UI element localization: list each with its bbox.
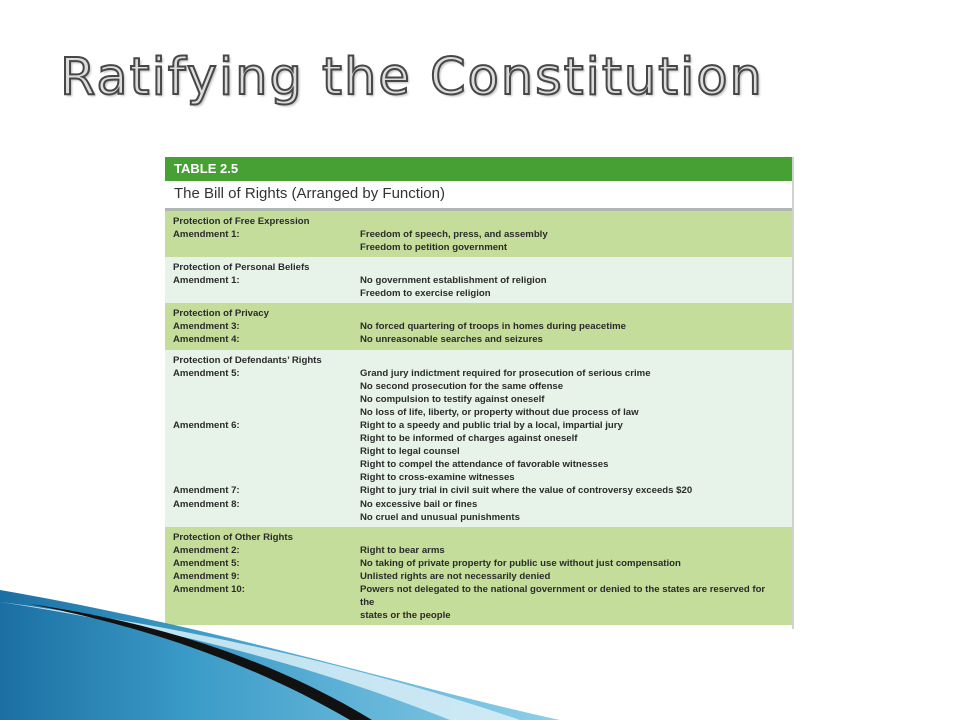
- table-row: [173, 274, 792, 287]
- table-row: [173, 458, 792, 471]
- table-section: [165, 350, 792, 527]
- right-cell: Right to be informed of charges against oneself: [360, 433, 578, 445]
- decorative-swoosh: [0, 590, 960, 720]
- amendment-cell: Amendment 6:: [173, 419, 240, 431]
- amendment-cell: Amendment 4:: [173, 334, 240, 346]
- right-cell: states or the people: [360, 610, 451, 622]
- right-cell: Right to legal counsel: [360, 446, 460, 458]
- table-row: [173, 406, 792, 419]
- table-row: [173, 511, 792, 524]
- right-cell: No loss of life, liberty, or property without due process of law: [360, 406, 639, 418]
- table-row: [173, 484, 792, 497]
- right-cell: Unlisted rights are not necessarily denied: [360, 570, 551, 582]
- table-row: [173, 367, 792, 380]
- amendment-cell: Amendment 1:: [173, 275, 240, 287]
- table-row: [173, 498, 792, 511]
- right-cell: No excessive bail or fines: [360, 498, 478, 510]
- right-cell: No government establishment of religion: [360, 275, 547, 287]
- right-cell: Grand jury indictment required for prosecution of serious crime: [360, 367, 651, 379]
- right-cell: No cruel and unusual punishments: [360, 511, 520, 523]
- table-row: [173, 445, 792, 458]
- amendment-cell: Amendment 9:: [173, 570, 240, 582]
- table-row: [173, 432, 792, 445]
- right-cell: Freedom to petition government: [360, 242, 508, 254]
- table-section: [165, 211, 792, 257]
- section-heading: Protection of Defendants’ Rights: [173, 354, 322, 366]
- table-section: [165, 303, 792, 349]
- amendment-cell: Amendment 7:: [173, 485, 240, 497]
- table-row: [173, 333, 792, 346]
- right-cell: No compulsion to testify against oneself: [360, 393, 545, 405]
- right-cell: Powers not delegated to the national government or denied to the states are reserved for the: [360, 583, 766, 609]
- table-row: [173, 320, 792, 333]
- amendment-cell: [173, 511, 360, 524]
- amendment-cell: [173, 287, 360, 300]
- right-cell: Right to a speedy and public trial by a local, impartial jury: [360, 419, 623, 431]
- table-row: [173, 287, 792, 300]
- table-row: [173, 471, 792, 484]
- bill-of-rights-table: [165, 157, 794, 629]
- amendment-cell: [173, 406, 360, 419]
- amendment-cell: Amendment 5:: [173, 557, 240, 569]
- amendment-cell: [173, 445, 360, 458]
- table-row: [173, 544, 792, 557]
- right-cell: Right to compel the attendance of favorable witnesses: [360, 459, 609, 471]
- table-caption: The Bill of Rights (Arranged by Function): [165, 181, 792, 211]
- table-row: [173, 419, 792, 432]
- amendment-cell: [173, 393, 360, 406]
- amendment-cell: [173, 241, 360, 254]
- section-heading: Protection of Other Rights: [173, 531, 293, 543]
- right-cell: Right to bear arms: [360, 544, 445, 556]
- table-body: [165, 211, 792, 625]
- table-row: [173, 241, 792, 254]
- right-cell: No forced quartering of troops in homes during peacetime: [360, 321, 626, 333]
- right-cell: No second prosecution for the same offense: [360, 380, 564, 392]
- right-cell: Freedom to exercise religion: [360, 288, 491, 300]
- table-label: TABLE 2.5: [165, 157, 792, 181]
- right-cell: No unreasonable searches and seizures: [360, 334, 543, 346]
- section-heading: Protection of Personal Beliefs: [173, 262, 310, 274]
- amendment-cell: Amendment 3:: [173, 321, 240, 333]
- amendment-cell: [173, 432, 360, 445]
- table-row: [173, 228, 792, 241]
- amendment-cell: Amendment 1:: [173, 229, 240, 240]
- amendment-cell: Amendment 8:: [173, 498, 240, 510]
- right-cell: No taking of private property for public use without just compensation: [360, 557, 681, 569]
- table-section: [165, 257, 792, 303]
- table-row: [173, 570, 792, 583]
- right-cell: Right to jury trial in civil suit where the value of controversy exceeds $20: [360, 485, 693, 497]
- table-row: [173, 393, 792, 406]
- amendment-cell: [173, 458, 360, 471]
- amendment-cell: [173, 471, 360, 484]
- table-row: [173, 380, 792, 393]
- section-heading: Protection of Free Expression: [173, 216, 310, 227]
- table-row: [173, 557, 792, 570]
- amendment-cell: Amendment 10:: [173, 583, 245, 595]
- amendment-cell: Amendment 2:: [173, 544, 240, 556]
- right-cell: Freedom of speech, press, and assembly: [360, 229, 548, 240]
- amendment-cell: Amendment 5:: [173, 367, 240, 379]
- section-heading: Protection of Privacy: [173, 308, 269, 320]
- slide-title: Ratifying the Constitution: [60, 48, 764, 107]
- amendment-cell: [173, 380, 360, 393]
- right-cell: Right to cross-examine witnesses: [360, 472, 515, 484]
